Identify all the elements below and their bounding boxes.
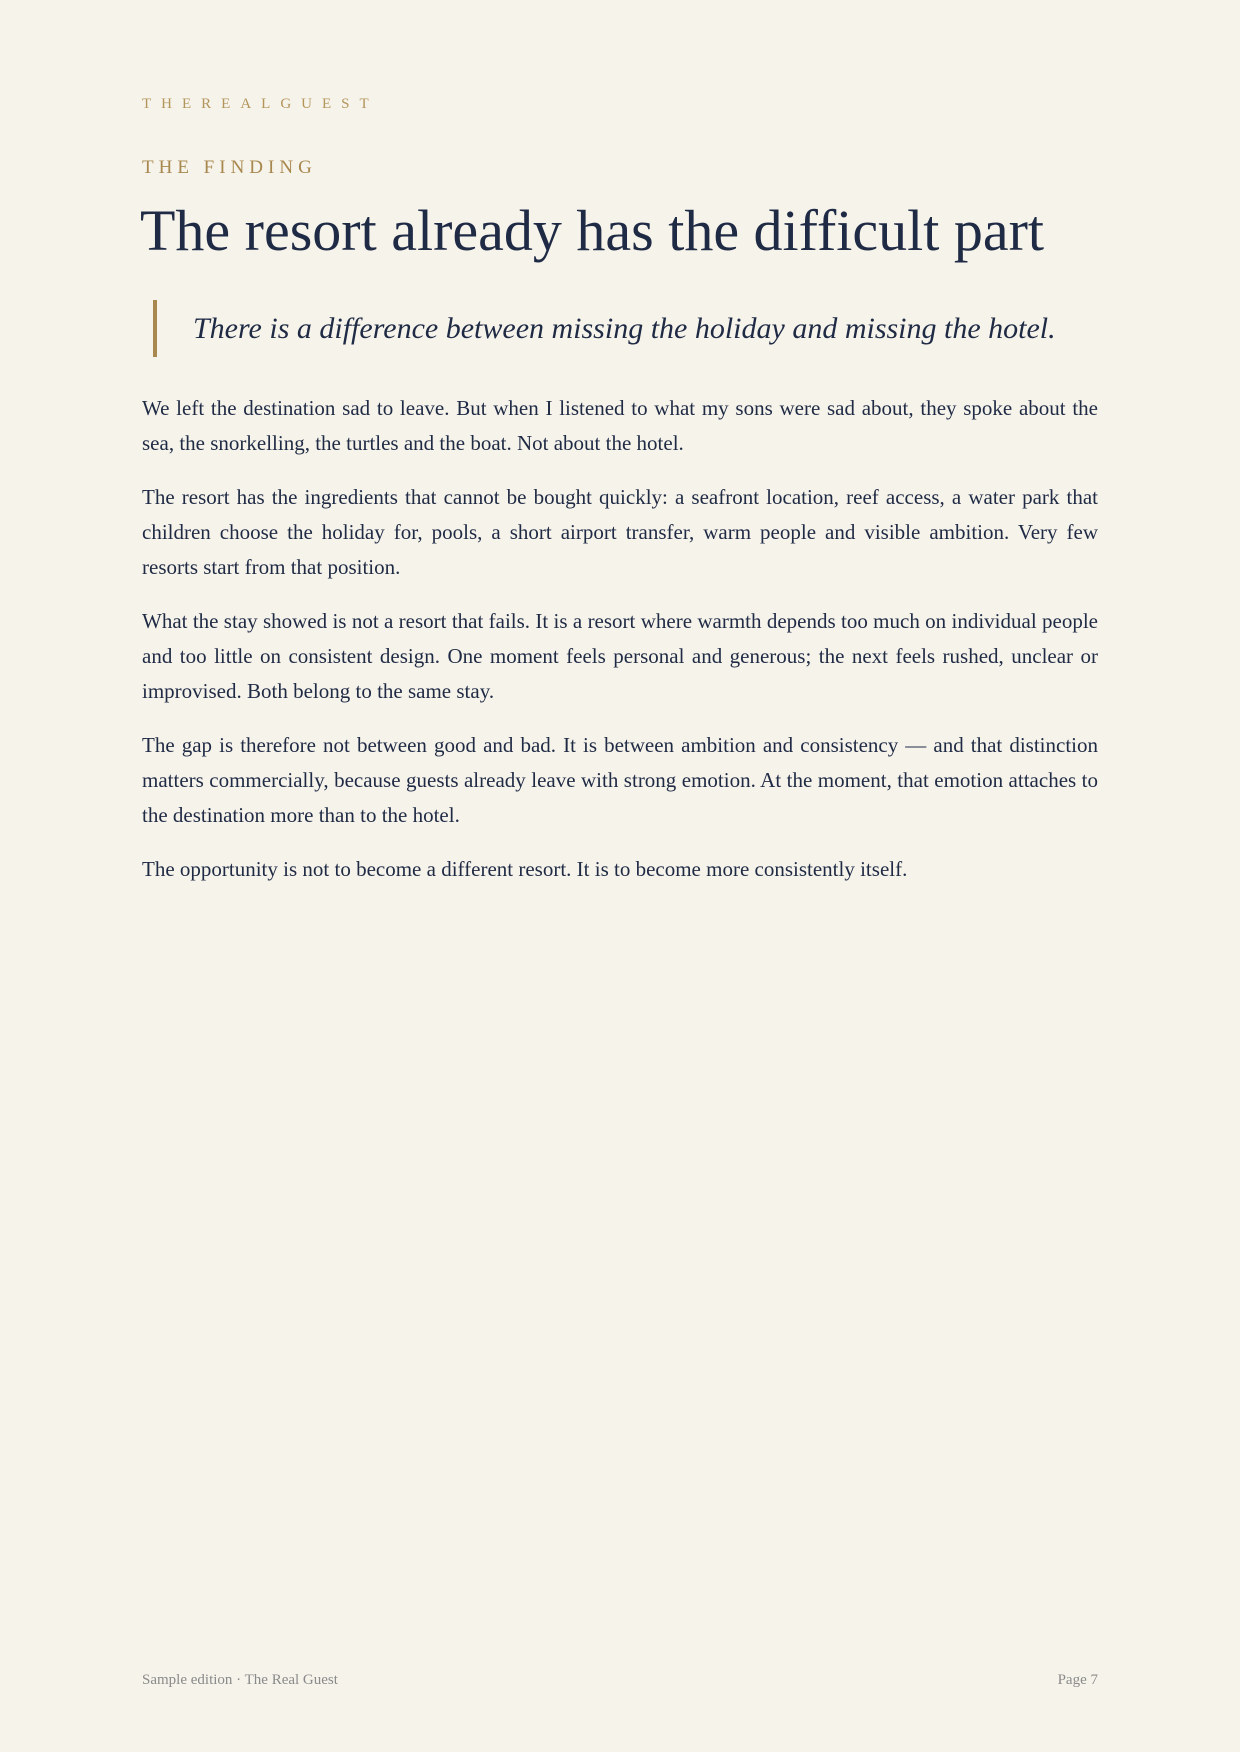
brand-wordmark: THEREALGUEST xyxy=(142,96,379,112)
body-paragraph: The gap is therefore not between good and bad. It is between ambition and consistency — and that distinction matters commercially, because guests already leave with strong emotion. At the moment, that emotion attaches to the destination more than to the hotel. xyxy=(142,733,1098,827)
body-paragraph: What the stay showed is not a resort that fails. It is a resort where warmth depends too much on individual people and too little on consistent design. One moment feels personal and generous; the next feels rushed, unclear or improvised. Both belong to the same stay. xyxy=(142,609,1098,703)
body-text xyxy=(142,391,1098,906)
section-label: THE FINDING xyxy=(142,157,317,178)
body-paragraph: The resort has the ingredients that cannot be bought quickly: a seafront location, reef access, a water park that children choose the holiday for, pools, a short airport transfer, warm people and visible ambition. Very few resorts start from that position. xyxy=(142,485,1098,579)
pull-quote-text: There is a difference between missing the holiday and missing the hotel. xyxy=(193,311,1056,345)
footer-page-number: Page 7 xyxy=(1057,1672,1098,1688)
pull-quote xyxy=(153,300,1056,357)
body-paragraph: The opportunity is not to become a different resort. It is to become more consistently itself. xyxy=(142,857,908,881)
body-paragraph: We left the destination sad to leave. But when I listened to what my sons were sad about, they spoke about the sea, the snorkelling, the turtles and the boat. Not about the hotel. xyxy=(142,396,1098,455)
page-title: The resort already has the difficult part xyxy=(140,198,1045,263)
footer-edition: Sample edition · The Real Guest xyxy=(142,1672,338,1688)
